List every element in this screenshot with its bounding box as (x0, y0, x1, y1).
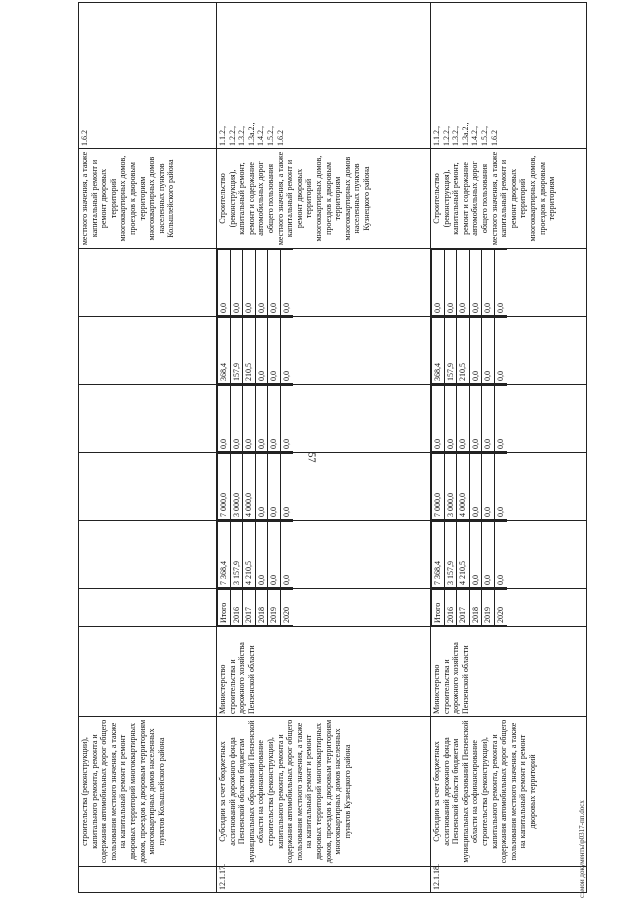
value-list (431, 249, 507, 316)
value: 0,0 (218, 250, 231, 316)
value: 157,9 (230, 318, 243, 384)
indicator-code: 1.1.2., (218, 126, 227, 146)
value: 3 157,9 (444, 522, 457, 588)
executor: Министерство строительства и дорожного хозяйства Пензенской области (217, 627, 431, 717)
value: 0,0 (482, 318, 495, 384)
value: 3 000,0 (230, 454, 243, 520)
value: 0,0 (482, 454, 495, 520)
value: 0,0 (268, 318, 281, 384)
funding-column-a (217, 453, 431, 521)
year-label: Итого (218, 590, 231, 626)
expected-result: Строительство (реконструкция), капитальный ремонт, ремонт и содержание автомобильных дорог общего пользования местного значения, а также капитальный ремонт и ремонт дворовых территорий многоквартирных домов, проездов к дворовым территориям многоквартирных домов населенных пунктов Кузнецкого района (217, 149, 431, 249)
value: 0,0 (432, 250, 445, 316)
value-list (431, 453, 507, 520)
amount-cell (79, 249, 217, 317)
value: 0,0 (268, 250, 281, 316)
year-column (431, 589, 587, 627)
value: 3 157,9 (230, 522, 243, 588)
indicator-code: 1.2.2., (441, 126, 451, 146)
value: 0,0 (268, 386, 281, 452)
value: 0,0 (494, 454, 506, 520)
indicator-code: 1.3.2., (237, 126, 247, 146)
value: 0,0 (255, 522, 268, 588)
value: 7 368,4 (218, 522, 231, 588)
amount-cell (79, 453, 217, 521)
year-column (217, 589, 431, 627)
year-label: 2016 (444, 590, 457, 626)
expected-result: Строительство (реконструкция), капитальный ремонт, ремонт и содержание автомобильных дорог общего пользования местного значения, а также капитальный ремонт и ремонт дворовых территорий многоквартирных домов, проездов к дворовым территориям (431, 149, 587, 249)
indicator-code: 1.3а.2., (460, 122, 470, 146)
year-label: 2016 (230, 590, 243, 626)
funding-column-b (431, 385, 587, 453)
value: 0,0 (280, 250, 292, 316)
value: 0,0 (268, 454, 281, 520)
value: 0,0 (494, 386, 506, 452)
value: 0,0 (457, 250, 470, 316)
year-label: 2017 (457, 590, 470, 626)
value: 0,0 (255, 386, 268, 452)
program-measures-table (78, 2, 587, 893)
year-label: 2019 (268, 590, 281, 626)
value: 0,0 (457, 386, 470, 452)
value: 0,0 (280, 318, 292, 384)
value-list (431, 385, 507, 452)
value: 4 210,5 (243, 522, 256, 588)
value: 0,0 (482, 386, 495, 452)
value: 0,0 (469, 386, 482, 452)
page-number: 57 (305, 452, 317, 463)
value: 0,0 (218, 386, 231, 452)
value: 368,4 (432, 318, 445, 384)
indicator-code: 1.2.2., (227, 126, 237, 146)
indicator-code: 1.3а.2., (246, 122, 256, 146)
value: 0,0 (444, 250, 457, 316)
value: 0,0 (255, 454, 268, 520)
value: 157,9 (444, 318, 457, 384)
indicator-code: 1.5.2., (479, 126, 489, 146)
value: 0,0 (280, 386, 292, 452)
year-label: 2019 (482, 590, 495, 626)
funding-column-d (431, 249, 587, 317)
value: 0,0 (469, 454, 482, 520)
value: 0,0 (469, 250, 482, 316)
year-label: 2017 (243, 590, 256, 626)
funding-column-d (217, 249, 431, 317)
table-row (79, 3, 217, 893)
table-row (431, 3, 587, 893)
value-list (431, 521, 507, 588)
value: 0,0 (268, 522, 281, 588)
rotated-table-wrapper (78, 13, 588, 893)
year-label: 2018 (469, 590, 482, 626)
executor-cell (79, 627, 217, 717)
funding-column-c (217, 317, 431, 385)
value-list (217, 521, 293, 588)
value: 0,0 (469, 318, 482, 384)
value: 210,5 (457, 318, 470, 384)
value: 0,0 (469, 522, 482, 588)
value: 7 000,0 (218, 454, 231, 520)
value: 0,0 (255, 250, 268, 316)
value: 0,0 (255, 318, 268, 384)
value: 210,5 (243, 318, 256, 384)
value-list (217, 249, 293, 316)
row-number: 12.1.18. (431, 867, 587, 893)
value: 3 000,0 (444, 454, 457, 520)
value: 0,0 (494, 250, 506, 316)
value: 0,0 (243, 386, 256, 452)
funding-column-b (217, 385, 431, 453)
indicator-codes: 1.6.2 (79, 3, 217, 149)
year-list (431, 589, 507, 626)
value: 0,0 (230, 250, 243, 316)
amount-cell (79, 385, 217, 453)
value: 4 000,0 (457, 454, 470, 520)
value: 4 210,5 (457, 522, 470, 588)
value: 0,0 (243, 250, 256, 316)
executor: Министерство строительства и дорожного хозяйства Пензенской области (431, 627, 587, 717)
value: 0,0 (432, 386, 445, 452)
value: 0,0 (280, 522, 292, 588)
amount-cell (79, 521, 217, 589)
amount-cell (79, 317, 217, 385)
indicator-codes (431, 3, 587, 149)
value: 0,0 (230, 386, 243, 452)
value: 7 000,0 (432, 454, 445, 520)
value: 0,0 (482, 522, 495, 588)
indicator-code: 1.6.2 (489, 130, 499, 146)
measure-description: строительства (реконструкции), капитального ремонта, ремонта и содержания автомобильных дорог общего пользования местного значения, а также на капитальный ремонт и ремонт дворовых территорий многоквартирных домов, проездов к дворовым территориям многоквартирных домов населенных пунктов Кольшлейского района (79, 717, 217, 867)
value-list (217, 385, 293, 452)
measure-description: Субсидии за счет бюджетных ассигнований дорожного фонда Пензенской области бюджетам муниципальных образований Пензенской области на софинансирование строительства (реконструкции), капитального ремонта, ремонта и содержания автомобильных дорог общего пользования местного значения, а также на капитальный ремонт и ремонт дворовых территорий (431, 717, 587, 867)
indicator-code: 1.4.2., (470, 126, 480, 146)
funding-column-c (431, 317, 587, 385)
funding-column-a (431, 453, 587, 521)
table-row (217, 3, 431, 893)
year-cell (79, 589, 217, 627)
indicator-code: 1.6.2 (275, 130, 285, 146)
row-number: 12.1.17. (217, 867, 431, 893)
expected-result: местного значения, а также капитальный ремонт и ремонт дворовых территорий многоквартирных домов, проездов к дворовым территориям многоквартирных домов населенных пунктов Кольшлейского района (79, 149, 217, 249)
value: 368,4 (218, 318, 231, 384)
value: 0,0 (482, 250, 495, 316)
footer-file-path: c:\мои документы\р0317-пп.docx (578, 800, 586, 898)
value: 4 000,0 (243, 454, 256, 520)
value: 7 368,4 (432, 522, 445, 588)
indicator-codes (217, 3, 431, 149)
measure-description: Субсидии за счет бюджетных ассигнований дорожного фонда Пензенской области бюджетам муниципальных образований Пензенской области на софинансирование строительства (реконструкции), капитального ремонта, ремонта и содержания автомобильных дорог общего пользования местного значения, а также на капитальный ремонт и ремонт дворовых территорий многоквартирных домов, проездов к дворовым территориям многоквартирных домов населенных пунктов Кузнецкого района (217, 717, 431, 867)
value: 0,0 (494, 318, 506, 384)
year-label: 2020 (494, 590, 506, 626)
year-label: 2018 (255, 590, 268, 626)
value-list (217, 317, 293, 384)
value: 0,0 (494, 522, 506, 588)
value-list (217, 453, 293, 520)
indicator-code: 1.3.2., (451, 126, 461, 146)
year-list (217, 589, 293, 626)
total-column (431, 521, 587, 589)
year-label: 2020 (280, 590, 292, 626)
value-list (431, 317, 507, 384)
indicator-code: 1.5.2., (265, 126, 275, 146)
year-label: Итого (432, 590, 445, 626)
total-column (217, 521, 431, 589)
indicator-code: 1.4.2., (256, 126, 266, 146)
indicator-code: 1.1.2., (432, 126, 441, 146)
row-number (79, 867, 217, 893)
value: 0,0 (280, 454, 292, 520)
value: 0,0 (444, 386, 457, 452)
